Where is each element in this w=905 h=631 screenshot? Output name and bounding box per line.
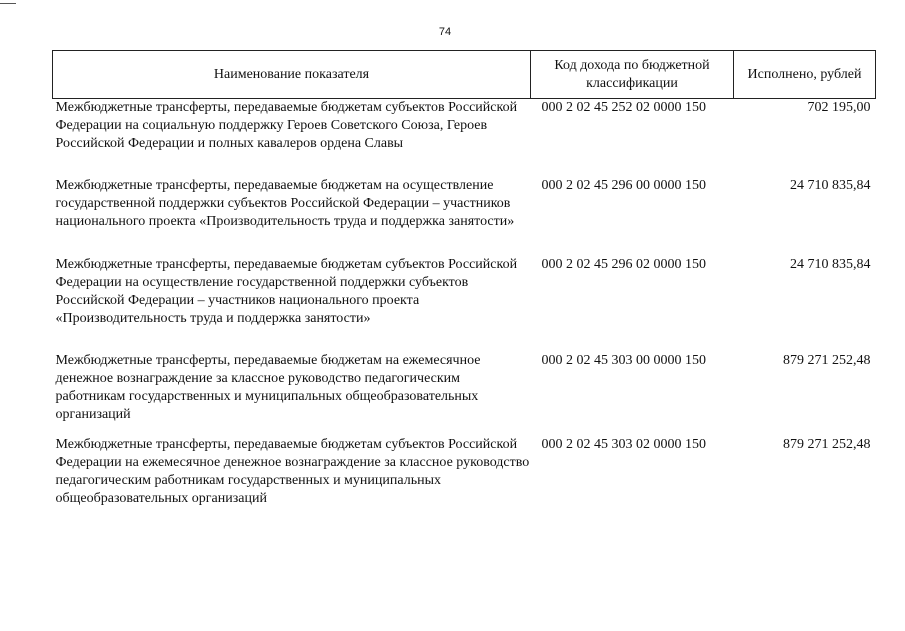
executed-amount-cell: 24 710 835,84	[790, 257, 871, 272]
budget-code-cell: 000 2 02 45 303 02 0000 150	[541, 437, 706, 452]
executed-amount-cell: 702 195,00	[807, 100, 871, 115]
scan-corner-mark	[0, 3, 16, 4]
budget-code-cell: 000 2 02 45 252 02 0000 150	[541, 100, 706, 115]
indicator-name-cell: Межбюджетные трансферты, передаваемые бюджетам на ежемесячное денежное вознаграждение за классное руководство педагогическим работникам государственных и муниципальных общеобразовательных организаций	[55, 353, 481, 422]
table-body	[53, 99, 876, 509]
header-executed-amount: Исполнено, рублей	[734, 51, 876, 99]
budget-revenue-table	[52, 50, 876, 508]
table-row	[53, 436, 876, 508]
budget-code-cell: 000 2 02 45 296 02 0000 150	[541, 257, 706, 272]
table-row	[53, 352, 876, 436]
executed-amount-cell: 879 271 252,48	[783, 437, 871, 452]
header-budget-code: Код дохода по бюджетной классификации	[531, 51, 734, 99]
indicator-name-cell: Межбюджетные трансферты, передаваемые бюджетам субъектов Российской Федерации на ежемесячное денежное вознаграждение за классное руководство педагогическим работникам государственных и муниципальных общеобразовательных организаций	[55, 437, 530, 506]
page-number: 74	[438, 26, 452, 38]
indicator-name-cell: Межбюджетные трансферты, передаваемые бюджетам субъектов Российской Федерации на осуществление государственной поддержки субъектов Российской Федерации – участников национального проекта «Производительность труда и поддержка занятости»	[55, 257, 518, 326]
executed-amount-cell: 24 710 835,84	[790, 178, 871, 193]
table-row	[53, 177, 876, 256]
executed-amount-cell: 879 271 252,48	[783, 353, 871, 368]
table-row	[53, 99, 876, 178]
header-row	[53, 51, 876, 99]
budget-code-cell: 000 2 02 45 303 00 0000 150	[541, 353, 706, 368]
indicator-name-cell: Межбюджетные трансферты, передаваемые бюджетам субъектов Российской Федерации на социальную поддержку Героев Советского Союза, Героев Российской Федерации и полных кавалеров ордена Славы	[55, 100, 518, 151]
header-indicator-name: Наименование показателя	[53, 51, 531, 99]
table-row	[53, 256, 876, 352]
budget-code-cell: 000 2 02 45 296 00 0000 150	[541, 178, 706, 193]
indicator-name-cell: Межбюджетные трансферты, передаваемые бюджетам на осуществление государственной поддержки субъектов Российской Федерации – участников национального проекта «Производительность труда и поддержка занятости»	[55, 178, 515, 229]
table-header	[53, 51, 876, 99]
